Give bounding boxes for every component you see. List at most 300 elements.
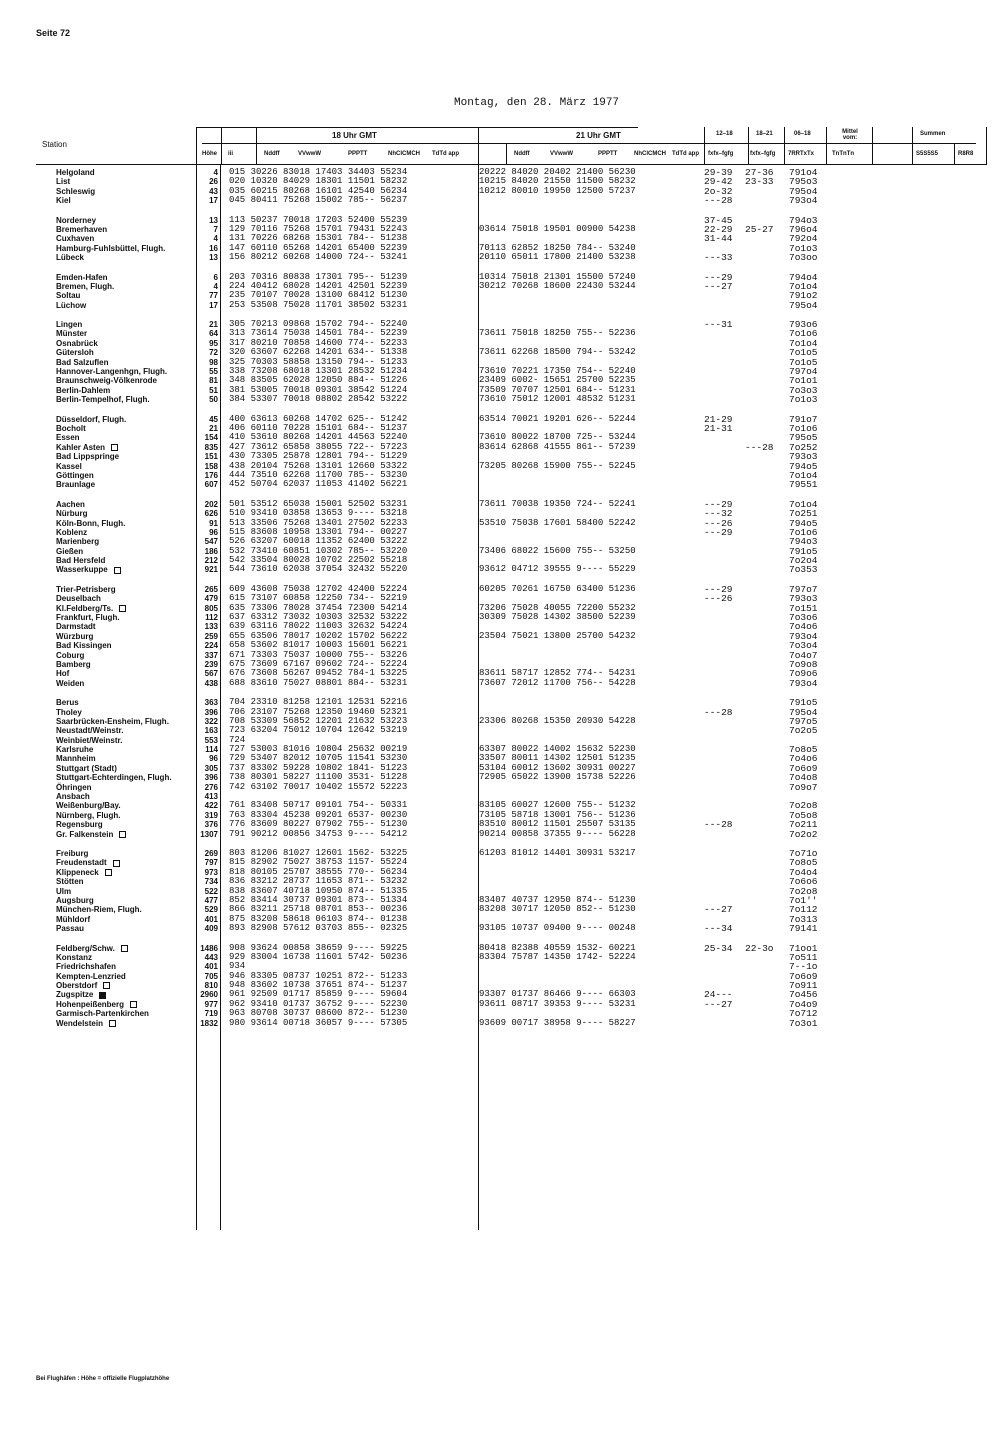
station-name-text: Bamberg — [56, 659, 91, 669]
station-name — [56, 679, 196, 688]
mittel-cell-text: 791o5 — [789, 545, 818, 557]
obs-21-cell — [479, 415, 636, 424]
station-name — [56, 273, 196, 282]
range-18-21-cell — [745, 253, 774, 262]
obs-21-cell — [479, 877, 636, 886]
station-height-text: 114 — [205, 745, 218, 755]
mittel-cell — [789, 726, 818, 735]
station-height-text: 376 — [204, 820, 218, 830]
station-height-text: 17 — [209, 196, 218, 206]
mittel-cell-text: 7o1'' — [789, 894, 818, 906]
mittel-cell-text: 7--1o — [789, 961, 818, 973]
header-21-vvwww: VVwwW — [550, 151, 574, 157]
range-12-18-cell — [704, 376, 733, 385]
obs-18-cell — [229, 830, 407, 839]
group-spacer — [196, 839, 218, 849]
obs-18-cell — [229, 565, 407, 574]
obs-21-cell-text: 53104 60012 13602 30931 00227 — [479, 762, 636, 773]
range-12-18-cell-text: ---28 — [704, 819, 733, 831]
station-name-text: Norderney — [56, 215, 97, 225]
range-18-21-cell — [745, 386, 774, 395]
station-height-text: 50 — [209, 395, 218, 405]
station-height — [196, 773, 218, 782]
mittel-cell-text: 794o4 — [789, 271, 818, 283]
obs-18-cell-text: 305 70213 09868 15702 794-- 52240 — [229, 319, 408, 330]
range-12-18-cell — [704, 972, 733, 981]
station-name-text: Bremen, Flugh. — [56, 281, 115, 291]
mittel-cell — [789, 783, 818, 792]
station-name — [56, 1009, 196, 1018]
range-12-18-cell-text: ---26 — [704, 517, 733, 529]
range-18-21-column — [745, 168, 774, 1038]
mittel-cell — [789, 480, 818, 489]
obs-18-cell-text: 961 92509 01717 85859 9---- 59604 — [229, 989, 408, 1000]
station-height — [196, 990, 218, 999]
group-spacer — [56, 405, 196, 415]
station-name — [56, 820, 196, 829]
mittel-cell-text: 7o251 — [789, 508, 818, 520]
obs-18-cell-text: 742 63102 70017 10402 15572 52223 — [229, 781, 408, 792]
range-18-21-cell — [745, 651, 774, 660]
station-name — [56, 990, 196, 999]
station-height — [196, 225, 218, 234]
station-name — [56, 783, 196, 792]
obs-21-cell-text: 20222 84020 20402 21400 56230 — [479, 167, 636, 177]
station-name-text: Cuxhaven — [56, 234, 95, 244]
obs-21-cell — [479, 395, 636, 404]
mittel-cell — [789, 565, 818, 574]
obs-18-cell-text: 381 53005 70018 09301 38542 51224 — [229, 384, 408, 395]
range-12-18-cell-text: ---29 — [704, 498, 733, 510]
station-name — [56, 348, 196, 357]
obs-18-cell-text: 338 73208 68018 13301 28532 51234 — [229, 366, 408, 377]
group-spacer — [56, 575, 196, 585]
obs-21-cell — [479, 632, 636, 641]
station-name-text: Berlin-Tempelhof, Flugh. — [56, 395, 150, 405]
obs-18-cell-text: 815 82902 75027 38753 1157- 55224 — [229, 857, 408, 868]
obs-21-cell — [479, 773, 636, 782]
range-12-18-cell-text: ---28 — [704, 706, 733, 718]
range-18-21-cell — [745, 887, 774, 896]
station-height — [196, 500, 218, 509]
station-height-text: 133 — [204, 622, 218, 632]
range-18-21-cell — [745, 348, 774, 357]
station-name — [56, 1019, 196, 1028]
obs-18-cell-text: 317 80210 70858 14600 774-- 52233 — [229, 337, 408, 348]
obs-21-cell — [479, 443, 636, 452]
mittel-cell-text: 7o71o — [789, 848, 818, 859]
range-18-21-cell — [745, 244, 774, 253]
range-12-18-cell — [704, 613, 733, 622]
station-name — [56, 669, 196, 678]
group-spacer — [56, 688, 196, 698]
station-name — [56, 253, 196, 262]
group-spacer — [229, 1028, 407, 1038]
group-spacer — [196, 310, 218, 320]
group-spacer — [745, 310, 774, 320]
station-height-text: 529 — [204, 905, 218, 915]
station-height-text: 276 — [204, 782, 218, 792]
obs-21-cell — [479, 830, 636, 839]
station-name-text: Helgoland — [56, 168, 95, 177]
range-18-21-cell — [745, 509, 774, 518]
station-height — [196, 708, 218, 717]
station-height — [196, 944, 218, 953]
range-12-18-cell-text: 22-29 — [704, 223, 733, 235]
obs-18-cell — [229, 726, 407, 735]
obs-18-cell-text: 147 60110 65268 14201 65400 52239 — [229, 242, 408, 253]
range-12-18-cell — [704, 433, 733, 442]
station-height-text: 95 — [209, 338, 218, 348]
range-12-18-cell — [704, 291, 733, 300]
obs-21-cell — [479, 547, 636, 556]
station-height — [196, 1009, 218, 1018]
station-height — [196, 622, 218, 631]
range-18-21-cell — [745, 849, 774, 858]
station-height-text: 973 — [204, 867, 218, 877]
range-12-18-cell-text: ---33 — [704, 252, 733, 264]
obs-21-cell — [479, 225, 636, 234]
station-name — [56, 565, 196, 574]
obs-21-cell — [479, 613, 636, 622]
mittel-cell-text: 793o4 — [789, 195, 818, 207]
obs-18-cell-text: 035 60215 80268 16101 42540 56234 — [229, 185, 408, 196]
station-height — [196, 348, 218, 357]
obs-21-cell — [479, 282, 636, 291]
station-name — [56, 896, 196, 905]
obs-18-cell-text: 791 90212 00856 34753 9---- 54212 — [229, 828, 408, 839]
station-height-text: 186 — [204, 546, 218, 556]
range-12-18-cell-text: ---29 — [704, 583, 733, 595]
obs-18-cell-text: 452 50704 62037 11053 41402 56221 — [229, 479, 408, 490]
station-height — [196, 849, 218, 858]
group-spacer — [56, 934, 196, 944]
range-12-18-cell — [704, 282, 733, 291]
station-height-text: 51 — [209, 385, 218, 395]
station-height-text: 921 — [204, 565, 218, 575]
station-name-text: Bocholt — [56, 423, 86, 433]
range-18-21-cell — [745, 177, 774, 186]
range-12-18-cell — [704, 736, 733, 745]
station-height — [196, 196, 218, 205]
obs-18-cell-text: 526 63207 60018 11352 62400 53222 — [229, 536, 408, 547]
obs-21-cell — [479, 868, 636, 877]
station-name — [56, 717, 196, 726]
station-height-text: 259 — [204, 631, 218, 641]
station-name — [56, 877, 196, 886]
obs-21-cell — [479, 291, 636, 300]
range-18-21-cell — [745, 613, 774, 622]
range-18-21-cell — [745, 225, 774, 234]
obs-21-cell — [479, 187, 636, 196]
obs-18-cell-text: 113 50237 70018 17203 52400 55239 — [229, 214, 408, 225]
mittel-cell-text: 7o313 — [789, 913, 818, 925]
station-name-text: Weißenburg/Bay. — [56, 801, 121, 811]
mittel-cell-text: 7o1o1 — [789, 375, 818, 387]
mittel-cell — [789, 1019, 818, 1028]
mittel-cell-text: 7o3o3 — [789, 384, 818, 396]
range-18-21-cell — [745, 547, 774, 556]
station-name-text: Darmstadt — [56, 622, 96, 632]
range-18-21-cell — [745, 1000, 774, 1009]
station-height — [196, 641, 218, 650]
range-12-18-cell — [704, 924, 733, 933]
station-height — [196, 462, 218, 471]
group-spacer — [56, 490, 196, 500]
station-height-text: 72 — [209, 348, 218, 358]
group-spacer — [789, 1028, 818, 1038]
obs-18-cell — [229, 196, 407, 205]
station-name — [56, 301, 196, 310]
station-name-text: Klippeneck — [56, 867, 99, 877]
station-height-text: 21 — [209, 320, 218, 330]
station-height-text: 224 — [204, 641, 218, 651]
header-18-vvwww: VVwwW — [298, 151, 322, 157]
station-name-text: Hamburg-Fuhlsbüttel, Flugh. — [56, 243, 166, 253]
range-18-21-cell — [745, 471, 774, 480]
station-name-text: Friedrichshafen — [56, 962, 117, 972]
station-height — [196, 244, 218, 253]
range-12-18-cell — [704, 594, 733, 603]
station-name — [56, 726, 196, 735]
obs-18-cell-text: 501 53512 65038 15001 52502 53231 — [229, 498, 408, 509]
station-height — [196, 745, 218, 754]
range-18-21-cell — [745, 990, 774, 999]
mittel-cell-text: 7o712 — [789, 1008, 818, 1020]
station-name-text: Berus — [56, 698, 79, 708]
obs-18-cell-text: 729 53407 82012 10705 11541 53230 — [229, 753, 408, 764]
mittel-cell-text: 7o2o5 — [789, 725, 818, 737]
station-name-text: Trier-Petrisberg — [56, 584, 116, 594]
station-name-text: Kl.Feldberg/Ts. — [56, 603, 114, 613]
station-name-text: Münster — [56, 329, 88, 339]
station-height-text: 151 — [204, 452, 218, 462]
station-height — [196, 896, 218, 905]
range-12-18-cell-text: 2o-32 — [704, 185, 733, 197]
range-12-18-cell — [704, 480, 733, 489]
range-18-21-cell — [745, 622, 774, 631]
header-r-2: fxfx–fgfg — [750, 151, 776, 157]
mittel-cell — [789, 196, 818, 205]
station-height-text: 91 — [209, 518, 218, 528]
mittel-cell-text: 7o151 — [789, 602, 818, 614]
mittel-cell-text: 7o2o8 — [789, 885, 818, 897]
obs-21-column — [479, 168, 636, 1038]
mittel-cell — [789, 301, 818, 310]
obs-21-cell — [479, 471, 636, 480]
station-height-text: 422 — [204, 801, 218, 811]
obs-18-cell-text: 615 73107 60858 12250 734-- 52219 — [229, 593, 408, 604]
station-name — [56, 944, 196, 953]
range-18-21-cell — [745, 679, 774, 688]
obs-21-cell-text: 83304 75787 14350 1742- 52224 — [479, 951, 636, 962]
station-name-text: Saarbrücken-Ensheim, Flugh. — [56, 716, 169, 726]
mittel-cell-text: 7o1o4 — [789, 337, 818, 349]
station-height — [196, 613, 218, 622]
header-r-5: S5S5S5 — [916, 151, 939, 157]
obs-18-cell-text: 946 83305 08737 10251 872-- 51233 — [229, 970, 408, 981]
mittel-cell — [789, 253, 818, 262]
obs-18-cell-text: 655 63506 78017 10202 15702 56222 — [229, 630, 408, 641]
station-height — [196, 301, 218, 310]
range-12-18-cell-text: 31-44 — [704, 233, 733, 245]
station-height-text: 6 — [213, 272, 218, 282]
station-height-text: 43 — [209, 186, 218, 196]
station-name — [56, 905, 196, 914]
obs-21-cell — [479, 924, 636, 933]
mittel-cell-text: 793o4 — [789, 677, 818, 689]
obs-21-cell-text: 73607 72012 11700 756-- 54228 — [479, 677, 636, 688]
station-name-text: Emden-Hafen — [56, 272, 108, 282]
obs-21-cell-text: 23504 75021 13800 25700 54232 — [479, 630, 636, 641]
mittel-cell-text: 7o1o4 — [789, 498, 818, 510]
mittel-cell-text: 7o8o5 — [789, 857, 818, 869]
mittel-cell-text: 7o8o5 — [789, 744, 818, 756]
station-height-text: 202 — [204, 499, 218, 509]
station-name-text: Soltau — [56, 291, 81, 301]
station-name-text: Essen — [56, 433, 80, 443]
station-name-text: Augsburg — [56, 895, 94, 905]
range-12-18-cell — [704, 905, 733, 914]
range-18-21-cell — [745, 896, 774, 905]
mittel-cell — [789, 924, 818, 933]
station-name-text: Bad Hersfeld — [56, 556, 106, 566]
range-18-21-cell-text: ---28 — [745, 441, 774, 453]
range-18-21-cell — [745, 745, 774, 754]
station-name — [56, 462, 196, 471]
obs-21-cell — [479, 500, 636, 509]
station-height-text: 401 — [204, 962, 218, 972]
obs-21-cell-text: 73205 80268 15900 755-- 52245 — [479, 460, 636, 471]
station-height-text: 719 — [204, 1009, 218, 1019]
station-name — [56, 887, 196, 896]
station-name — [56, 480, 196, 489]
range-18-21-cell — [745, 905, 774, 914]
group-spacer — [56, 1028, 196, 1038]
station-name — [56, 519, 196, 528]
station-height-text: 212 — [204, 556, 218, 566]
range-12-18-cell — [704, 641, 733, 650]
range-18-21-cell — [745, 500, 774, 509]
obs-18-cell — [229, 1019, 407, 1028]
station-name-text: Kahler Asten — [56, 442, 106, 452]
obs-21-cell-text: 33507 80011 14302 12501 51235 — [479, 753, 636, 764]
station-height-text: 319 — [204, 810, 218, 820]
obs-21-cell — [479, 679, 636, 688]
station-height — [196, 480, 218, 489]
range-12-18-cell-text: ---29 — [704, 526, 733, 538]
group-spacer — [56, 206, 196, 216]
range-12-18-cell — [704, 858, 733, 867]
obs-21-cell — [479, 783, 636, 792]
station-height-text: 2960 — [200, 990, 218, 1000]
station-name-text: Gütersloh — [56, 348, 94, 358]
station-name — [56, 320, 196, 329]
station-name-text: Würzburg — [56, 631, 94, 641]
station-name-text: Koblenz — [56, 527, 88, 537]
range-12-18-cell-text: ---29 — [704, 271, 733, 283]
obs-21-cell-text: 73610 75012 12001 48532 51231 — [479, 394, 636, 405]
obs-21-cell-text: 73610 70221 17350 754-- 52240 — [479, 366, 636, 377]
station-height-text: 45 — [209, 414, 218, 424]
obs-21-cell — [479, 972, 636, 981]
station-name-text: Köln-Bonn, Flugh. — [56, 518, 126, 528]
obs-21-cell — [479, 585, 636, 594]
station-name — [56, 376, 196, 385]
range-18-21-cell — [745, 944, 774, 953]
station-name — [56, 660, 196, 669]
station-name — [56, 849, 196, 858]
station-height — [196, 234, 218, 243]
range-18-21-cell — [745, 594, 774, 603]
station-name-text: List — [56, 177, 71, 187]
mittel-cell-text: 7o1o5 — [789, 347, 818, 359]
range-18-21-cell — [745, 367, 774, 376]
obs-21-cell-text: 73611 62268 18500 794-- 53242 — [479, 347, 636, 358]
range-18-21-cell — [745, 537, 774, 546]
station-name-text: Wendelstein — [56, 1018, 103, 1028]
obs-18-cell-text: 542 33504 80028 10702 22502 55218 — [229, 555, 408, 566]
station-name — [56, 244, 196, 253]
header-r-6: R8R8 — [958, 151, 974, 157]
range-18-21-cell-text: 27-36 — [745, 167, 774, 178]
mittel-cell-text: 7o4o9 — [789, 998, 818, 1010]
range-12-18-cell — [704, 622, 733, 631]
station-height-text: 479 — [204, 594, 218, 604]
obs-18-cell-text: 962 93410 01737 36752 9---- 52230 — [229, 998, 408, 1009]
obs-21-cell — [479, 480, 636, 489]
station-height — [196, 604, 218, 613]
range-18-21-cell — [745, 452, 774, 461]
range-18-21-cell — [745, 820, 774, 829]
range-18-21-cell — [745, 480, 774, 489]
obs-21-cell — [479, 717, 636, 726]
group-spacer — [745, 206, 774, 216]
range-18-21-cell — [745, 395, 774, 404]
obs-21-cell — [479, 726, 636, 735]
range-18-21-cell — [745, 981, 774, 990]
obs-18-cell-text: 836 83212 28737 11653 871-- 53232 — [229, 876, 408, 887]
range-12-18-cell — [704, 849, 733, 858]
header-21-gmt: 21 Uhr GMT — [576, 131, 621, 140]
range-18-21-cell — [745, 424, 774, 433]
range-12-18-cell-text: ---32 — [704, 508, 733, 520]
station-name-text: Mannheim — [56, 754, 96, 764]
mittel-cell-text: 795o4 — [789, 706, 818, 718]
station-name-text: Bad Lippspringe — [56, 452, 120, 462]
station-name-text: Oberstdorf — [56, 981, 98, 991]
mittel-cell-text: 795o4 — [789, 299, 818, 311]
obs-21-cell-text: 90214 00858 37355 9---- 56228 — [479, 828, 636, 839]
range-18-21-cell — [745, 1009, 774, 1018]
table-header — [36, 127, 986, 165]
mountain-station-marker-icon — [121, 945, 128, 952]
station-name-text: Lüchow — [56, 300, 87, 310]
range-12-18-cell — [704, 1000, 733, 1009]
range-12-18-cell-text: ---26 — [704, 593, 733, 605]
mittel-cell-text: 791o5 — [789, 697, 818, 709]
range-18-21-cell — [745, 858, 774, 867]
obs-18-cell — [229, 953, 407, 962]
station-height — [196, 253, 218, 262]
station-name-text: Karlsruhe — [56, 745, 94, 755]
page-label: Seite 72 — [36, 28, 71, 38]
group-spacer — [479, 310, 636, 320]
range-18-21-cell — [745, 415, 774, 424]
range-12-18-cell — [704, 679, 733, 688]
station-name — [56, 745, 196, 754]
range-12-18-cell-text: 24--- — [704, 989, 733, 1001]
